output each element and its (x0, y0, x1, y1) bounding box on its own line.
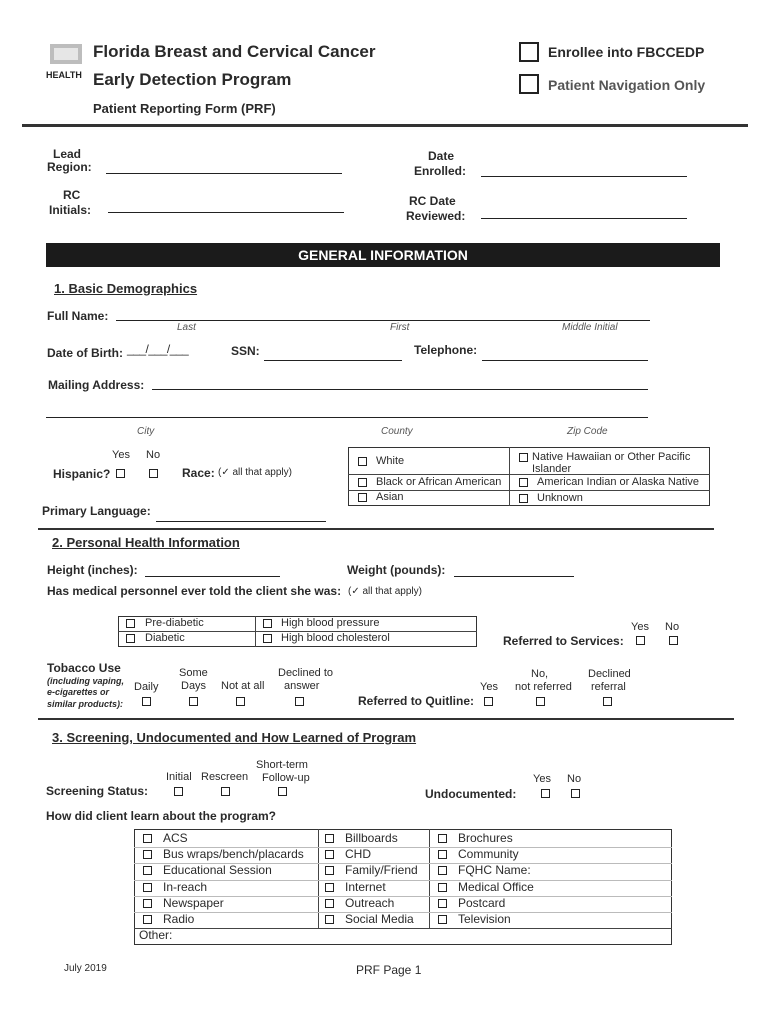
learn-col2-checkbox-4[interactable] (325, 899, 334, 908)
race-black-checkbox[interactable] (358, 478, 367, 487)
learn-other-label: Other: (139, 928, 173, 942)
learn-col1-label-1: Bus wraps/bench/placards (163, 847, 304, 862)
patient-navigation-label: Patient Navigation Only (548, 77, 706, 93)
section-2-rule (38, 718, 734, 720)
learn-col3-checkbox-2[interactable] (438, 866, 447, 875)
learn-col2-checkbox-5[interactable] (325, 915, 334, 924)
race-table-hline-1 (348, 474, 509, 475)
undocumented-no-header: No (567, 773, 582, 785)
header-rule (22, 124, 748, 127)
logo-text: HEALTH (46, 70, 82, 80)
height-field[interactable] (145, 576, 280, 577)
tobacco-some-checkbox[interactable] (189, 697, 198, 706)
quitline-no-header-2: not referred (515, 681, 572, 693)
rc-initials-field[interactable] (108, 212, 344, 213)
zip-caption: Zip Code (567, 426, 608, 437)
screening-heading: 3. Screening, Undocumented and How Learned of Program (52, 730, 417, 745)
learn-col2-label-1: CHD (345, 847, 371, 862)
last-name-caption: Last (177, 322, 196, 333)
rc-date-label-1: RC Date (409, 194, 456, 208)
tobacco-some-label-2: Days (181, 680, 207, 692)
enrollee-checkbox[interactable] (519, 42, 539, 62)
hispanic-no-header: No (146, 449, 161, 461)
race-asian-label: Asian (376, 491, 404, 503)
weight-label: Weight (pounds): (347, 563, 446, 577)
quitline-yes-header: Yes (480, 681, 498, 693)
hispanic-yes-header: Yes (112, 449, 130, 461)
learn-col1-label-2: Educational Session (163, 863, 272, 878)
ssn-label: SSN: (231, 344, 260, 358)
services-yes-header: Yes (631, 621, 649, 633)
learn-col2-label-4: Outreach (345, 895, 395, 910)
tobacco-daily-checkbox[interactable] (142, 697, 151, 706)
learn-table-vline-2 (429, 829, 430, 928)
learn-col3-label-4: Postcard (458, 895, 506, 910)
tobacco-declined-label-2: answer (284, 680, 320, 692)
race-american-indian-label: American Indian or Alaska Native (537, 476, 700, 488)
short-term-header-2: Follow-up (262, 772, 310, 784)
ssn-field[interactable] (264, 360, 402, 361)
services-no-header: No (665, 621, 680, 633)
learn-col1-checkbox-1[interactable] (143, 850, 152, 859)
race-table-hline-2 (348, 490, 509, 491)
hispanic-yes-checkbox[interactable] (116, 469, 125, 478)
race-unknown-checkbox[interactable] (519, 494, 528, 503)
dob-label: Date of Birth: (47, 346, 123, 360)
section-1-rule (38, 528, 714, 530)
race-hawaiian-label-2: Islander (532, 463, 572, 475)
short-term-header-1: Short-term (256, 759, 308, 771)
learn-col2-label-0: Billboards (345, 831, 398, 845)
learn-col1-checkbox-5[interactable] (143, 915, 152, 924)
mailing-address-field-1[interactable] (152, 389, 648, 390)
learn-col3-checkbox-5[interactable] (438, 915, 447, 924)
quitline-declined-header-2: referral (591, 681, 626, 693)
lead-region-field[interactable] (106, 173, 342, 174)
quitline-yes-checkbox[interactable] (484, 697, 493, 706)
learn-col3-checkbox-4[interactable] (438, 899, 447, 908)
race-white-checkbox[interactable] (358, 457, 367, 466)
middle-initial-caption: Middle Initial (562, 322, 618, 333)
race-table-hline-4 (509, 490, 710, 491)
race-note: (✓ all that apply) (218, 467, 292, 478)
learn-table-other-line (134, 928, 672, 929)
learn-table-vline-1 (318, 829, 319, 928)
undocumented-yes-checkbox[interactable] (541, 789, 550, 798)
learn-col3-checkbox-1[interactable] (438, 850, 447, 859)
footer-date: July 2019 (64, 963, 107, 974)
tobacco-declined-label-1: Declined to (278, 667, 334, 679)
mailing-address-field-2[interactable] (46, 417, 648, 418)
height-label: Height (inches): (47, 563, 138, 577)
high-cholesterol-label: High blood cholesterol (281, 632, 390, 644)
learn-col3-label-3: Medical Office (458, 879, 534, 894)
learn-col2-label-5: Social Media (345, 912, 414, 926)
learn-col2-checkbox-1[interactable] (325, 850, 334, 859)
learn-col2-checkbox-0[interactable] (325, 834, 334, 843)
footer-page: PRF Page 1 (356, 963, 422, 977)
learn-col2-checkbox-2[interactable] (325, 866, 334, 875)
learn-col3-label-0: Brochures (458, 831, 513, 845)
race-american-indian-checkbox[interactable] (519, 478, 528, 487)
prediabetic-label: Pre-diabetic (145, 617, 204, 629)
learn-col1-label-5: Radio (163, 912, 195, 926)
tobacco-declined-checkbox[interactable] (295, 697, 304, 706)
referred-quitline-label: Referred to Quitline: (358, 694, 475, 708)
screening-rescreen-checkbox[interactable] (221, 787, 230, 796)
race-white-label: White (376, 455, 405, 467)
quitline-declined-checkbox[interactable] (603, 697, 612, 706)
race-asian-checkbox[interactable] (358, 493, 367, 502)
personal-health-heading: 2. Personal Health Information (52, 535, 240, 550)
undocumented-no-checkbox[interactable] (571, 789, 580, 798)
learn-table-row-line (134, 880, 672, 881)
tobacco-notatall-checkbox[interactable] (236, 697, 245, 706)
undocumented-yes-header: Yes (533, 773, 551, 785)
learn-col1-checkbox-2[interactable] (143, 866, 152, 875)
learn-col1-label-4: Newspaper (163, 895, 224, 910)
hispanic-no-checkbox[interactable] (149, 469, 158, 478)
quitline-declined-header-1: Declined (588, 668, 631, 680)
enrollee-label: Enrollee into FBCCEDP (548, 44, 705, 60)
race-black-label: Black or African American (376, 476, 502, 488)
tobacco-note-3: similar products): (47, 699, 124, 709)
services-no-checkbox[interactable] (669, 636, 678, 645)
program-title-line2: Early Detection Program (93, 70, 292, 89)
city-caption: City (137, 426, 155, 437)
learn-col3-label-2: FQHC Name: (458, 863, 531, 878)
date-enrolled-field[interactable] (481, 176, 687, 177)
tobacco-daily-label: Daily (134, 681, 159, 693)
learn-col2-label-2: Family/Friend (345, 863, 418, 878)
program-title-line1: Florida Breast and Cervical Cancer (93, 42, 376, 61)
race-table-divider (509, 447, 510, 506)
learn-col2-checkbox-3[interactable] (325, 883, 334, 892)
race-hawaiian-checkbox[interactable] (519, 453, 528, 462)
form-subtitle: Patient Reporting Form (PRF) (93, 101, 276, 116)
learn-col1-checkbox-0[interactable] (143, 834, 152, 843)
high-bp-label: High blood pressure (281, 617, 380, 629)
undocumented-label: Undocumented: (425, 787, 517, 801)
tobacco-use-heading: Tobacco Use (47, 661, 121, 675)
screening-followup-checkbox[interactable] (278, 787, 287, 796)
general-information-banner: GENERAL INFORMATION (46, 243, 720, 267)
race-hawaiian-label: Native Hawaiian or Other Pacific (532, 451, 691, 463)
diabetic-label: Diabetic (145, 632, 185, 644)
learn-col3-label-5: Television (458, 912, 511, 926)
rc-date-field[interactable] (481, 218, 687, 219)
lead-region-label-2: Region: (47, 160, 92, 174)
learn-table-row-line (134, 896, 672, 897)
learn-table-row-line (134, 847, 672, 848)
weight-field[interactable] (454, 576, 574, 577)
initial-header: Initial (166, 771, 192, 783)
primary-language-label: Primary Language: (42, 504, 151, 518)
date-enrolled-label-1: Date (428, 149, 455, 163)
learn-col1-checkbox-4[interactable] (143, 899, 152, 908)
race-label: Race: (182, 466, 215, 480)
basic-demographics-heading: 1. Basic Demographics (54, 281, 198, 296)
telephone-field[interactable] (482, 360, 648, 361)
telephone-label: Telephone: (414, 343, 478, 357)
full-name-field[interactable] (116, 320, 650, 321)
learn-col2-label-3: Internet (345, 879, 386, 894)
personnel-question: Has medical personnel ever told the client she was: (47, 584, 342, 598)
personnel-note: (✓ all that apply) (348, 586, 422, 597)
rc-initials-label-1: RC (63, 188, 81, 202)
referred-services-label: Referred to Services: (503, 634, 624, 648)
screening-initial-checkbox[interactable] (174, 787, 183, 796)
rc-date-label-2: Reviewed: (406, 209, 466, 223)
tobacco-notatall-label: Not at all (221, 680, 265, 692)
learn-col3-checkbox-3[interactable] (438, 883, 447, 892)
patient-navigation-checkbox[interactable] (519, 74, 539, 94)
learn-col1-label-3: In-reach (163, 879, 208, 894)
prediabetic-checkbox[interactable] (126, 619, 135, 628)
tobacco-some-label-1: Some (179, 667, 208, 679)
rescreen-header: Rescreen (201, 771, 249, 783)
lead-region-label-1: Lead (53, 147, 82, 161)
race-unknown-label: Unknown (537, 492, 583, 504)
county-caption: County (381, 426, 413, 437)
learn-col1-checkbox-3[interactable] (143, 883, 152, 892)
quitline-no-header-1: No, (531, 668, 549, 680)
learn-question: How did client learn about the program? (46, 809, 277, 823)
tobacco-note-1: (including vaping, (47, 676, 124, 686)
high-cholesterol-checkbox[interactable] (263, 634, 272, 643)
quitline-no-checkbox[interactable] (536, 697, 545, 706)
services-yes-checkbox[interactable] (636, 636, 645, 645)
full-name-label: Full Name: (47, 309, 109, 323)
hispanic-label: Hispanic? (53, 467, 111, 481)
high-bp-checkbox[interactable] (263, 619, 272, 628)
learn-col3-label-1: Community (458, 847, 519, 862)
learn-col3-checkbox-0[interactable] (438, 834, 447, 843)
mailing-address-label: Mailing Address: (48, 378, 145, 392)
dob-field[interactable]: ___/___/___ (127, 342, 189, 356)
rc-initials-label-2: Initials: (49, 203, 92, 217)
tobacco-note-2: e-cigarettes or (47, 687, 110, 697)
learn-col1-label-0: ACS (163, 831, 188, 845)
primary-language-field[interactable] (156, 521, 326, 522)
first-name-caption: First (390, 322, 410, 333)
date-enrolled-label-2: Enrolled: (414, 164, 467, 178)
screening-status-label: Screening Status: (46, 784, 149, 798)
diabetic-checkbox[interactable] (126, 634, 135, 643)
